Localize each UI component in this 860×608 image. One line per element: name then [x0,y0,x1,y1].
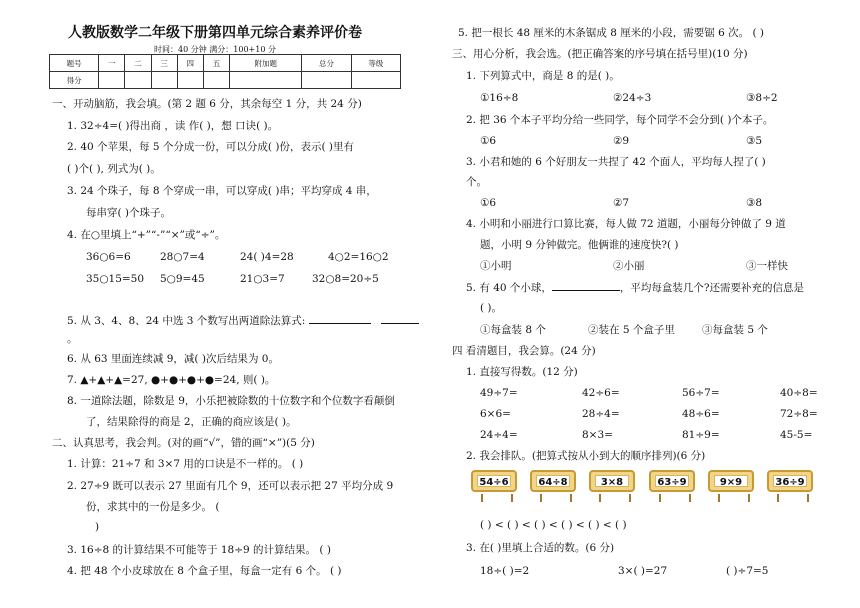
score-header-cell: 附加题 [230,55,302,72]
choice-option: ②24÷3 [613,92,652,104]
card-expression: 63÷9 [655,475,689,487]
judge-question-5: 5. 把一根长 48 厘米的木条锯成 8 厘米的小段，需要锯 6 次。 ( ) [458,27,764,39]
card-expression: 36÷9 [773,475,807,487]
operator-cell: 35○15=50 [86,273,145,285]
choice-option: ①小明 [480,260,512,272]
card-stand [659,494,691,502]
choice-question-2: 2. 把 36 个本子平均分给一些同学，每个同学不会分到( )个本子。 [466,114,774,126]
choice-option: ①每盒装 8 个 [480,324,546,336]
fill-question-8-cont: 了，结果除得的商是 2，正确的商应该是( )。 [86,416,297,428]
calc-item: 42÷6= [582,387,620,399]
section-4-heading: 四 看清题目，我会算。(24 分) [452,345,596,357]
operator-cell: 36○6=6 [86,251,131,263]
choice-option: ③一样快 [746,260,788,272]
fill-number-item: ( )÷7=5 [726,565,769,577]
fill-question-4: 4. 在○里填上“+”“-”“×”或“÷”。 [67,229,226,241]
card-expression: 9×9 [714,475,748,487]
card-expression: 64÷8 [536,475,570,487]
fill-question-7: 7. ▲+▲+▲=27, ●+●+●+●=24, 则( )。 [67,374,276,386]
expression-card [708,470,754,492]
calc-item: 40÷8= [780,387,818,399]
answer-blank[interactable] [552,280,620,291]
choice-option: ①6 [480,197,497,209]
page-title: 人教版数学二年级下册第四单元综合素养评价卷 [68,25,362,41]
score-cell[interactable] [125,72,151,89]
choice-option: ②装在 5 个盒子里 [588,324,675,336]
score-cell[interactable] [230,72,302,89]
choice-question-3: 3. 小君和她的 6 个好朋友一共捏了 42 个面人，平均每人捏了( ) [466,156,766,168]
score-header-cell: 四 [177,55,203,72]
calc-item: 24÷4= [480,429,518,441]
calc-item: 8×3= [582,429,613,441]
choice-question-5-text: 5. 有 40 个小球， [466,282,552,294]
fill-question-6: 6. 从 63 里面连续减 9，减( )次后结果为 0。 [67,353,279,365]
expression-card [530,470,576,492]
choice-option: ②小丽 [613,260,645,272]
calc-item: 6×6= [480,408,511,420]
choice-question-5-text-2: ，平均每盒装几个?还需要补充的信息是 [619,282,805,294]
judge-question-3: 3. 16÷8 的计算结果不可能等于 18÷9 的计算结果。 ( ) [67,544,331,556]
choice-option: ②7 [613,197,630,209]
operator-cell: 4○2=16○2 [328,251,389,263]
fill-question-2: 2. 40 个苹果，每 5 个分成一份，可以分成( )份，表示( )里有 [67,141,354,153]
exam-subtitle: 时间：40 分钟 满分：100+10 分 [154,45,276,54]
choice-option: ③8 [746,197,763,209]
score-cell[interactable] [351,72,400,89]
expression-card [471,470,517,492]
card-stand [777,494,809,502]
score-header-cell: 二 [125,55,151,72]
expression-card [767,470,813,492]
choice-option: ①6 [480,135,497,147]
score-header-cell: 一 [99,55,125,72]
section-3-heading: 三、用心分析，我会选。(把正确答案的序号填在括号里)(10 分) [452,48,748,60]
card-expression: 54÷6 [477,475,511,487]
score-header-cell: 三 [151,55,177,72]
fill-question-3: 3. 24 个珠子，每 8 个穿成一串，可以穿成( )串；平均穿成 4 串， [67,185,377,197]
fill-question-5-text: 5. 从 3、4、8、24 中选 3 个数写出两道除法算式: [67,315,306,327]
card-stand [599,494,631,502]
choice-option: ③8÷2 [746,92,778,104]
fill-question-1: 1. 32÷4=( )得出商 ，读 作( )，想 口诀( )。 [67,120,279,132]
fill-number-item: 18÷( )=2 [480,565,530,577]
fill-question-2-cont: ( )个( ), 列式为( )。 [67,163,161,175]
order-answer-line: ( ) < ( ) < ( ) < ( ) < ( ) < ( ) [480,519,627,531]
score-cell[interactable] [177,72,203,89]
calc-item: 81÷9= [682,429,720,441]
score-cell[interactable] [302,72,351,89]
card-stand [481,494,513,502]
choice-option: ③5 [746,135,763,147]
section-1-heading: 一、开动脑筋，我会填。(第 2 题 6 分，其余每空 1 分，共 24 分) [52,98,362,110]
score-table [49,54,401,89]
choice-question-3-cont: 个。 [466,176,487,188]
fill-question-3-cont: 每串穿( )个珠子。 [86,207,172,219]
fill-question-5 [67,313,419,328]
answer-blank[interactable] [381,313,419,324]
score-row-label: 得分 [50,72,99,89]
score-header-cell: 五 [203,55,229,72]
choice-option: ①16÷8 [480,92,519,104]
calc-item: 45-5= [780,429,813,441]
section-2-heading: 二、认真思考，我会判。(对的画“√”，错的画“×”)(5 分) [52,437,315,449]
operator-cell: 32○8=20÷5 [312,273,379,285]
judge-question-2-cont: 份，求其中的一份是多少。 ( [86,501,220,513]
score-cell[interactable] [151,72,177,89]
fill-number-item: 3×( )=27 [618,565,668,577]
operator-cell: 21○3=7 [240,273,285,285]
score-cell[interactable] [203,72,229,89]
choice-question-5-cont: ( )。 [480,302,503,314]
fill-question-5-end: 。 [67,333,78,345]
score-table-score-row [50,72,401,89]
fill-number-question: 3. 在( )里填上合适的数。(6 分) [466,542,615,554]
choice-question-1: 1. 下列算式中，商是 8 的是( )。 [466,70,620,82]
calc-question-1: 1. 直接写得数。(12 分) [466,366,578,378]
fill-question-8: 8. 一道除法题，除数是 9，小乐把被除数的十位数字和个位数字看颠倒 [67,395,395,407]
judge-question-1: 1. 计算：21÷7 和 3×7 用的口诀是不一样的。 ( ) [67,458,304,470]
expression-card [589,470,635,492]
choice-question-4-cont: 题，小明 9 分钟做完。他俩谁的速度快?( ) [480,239,679,251]
card-stand [718,494,750,502]
card-stand [540,494,572,502]
judge-question-2-end: ) [95,521,100,533]
calc-item: 56÷7= [682,387,720,399]
choice-question-4: 4. 小明和小丽进行口算比赛，每人做 72 道题，小丽每分钟做了 9 道 [466,218,786,230]
choice-question-5 [466,280,804,295]
score-cell[interactable] [99,72,125,89]
judge-question-2: 2. 27÷9 既可以表示 27 里面有几个 9，还可以表示把 27 平均分成 9 [67,480,394,492]
judge-question-4: 4. 把 48 个小皮球放在 8 个盒子里，每盒一定有 6 个。 ( ) [67,565,342,577]
card-expression: 3×8 [595,475,629,487]
answer-blank[interactable] [309,313,371,324]
calc-item: 48÷6= [682,408,720,420]
score-table-header-row [50,55,401,72]
operator-cell: 5○9=45 [160,273,205,285]
calc-item: 49÷7= [480,387,518,399]
score-header-cell: 总分 [302,55,351,72]
choice-option: ③每盒装 5 个 [702,324,768,336]
operator-cell: 24( )4=28 [240,251,294,263]
calc-item: 72÷8= [780,408,818,420]
calc-item: 28÷4= [582,408,620,420]
score-header-cell: 题号 [50,55,99,72]
expression-card [649,470,695,492]
operator-cell: 28○7=4 [160,251,205,263]
order-question: 2. 我会排队。(把算式按从小到大的顺序排列)(6 分) [466,450,706,462]
choice-option: ②9 [613,135,630,147]
score-header-cell: 等级 [351,55,400,72]
